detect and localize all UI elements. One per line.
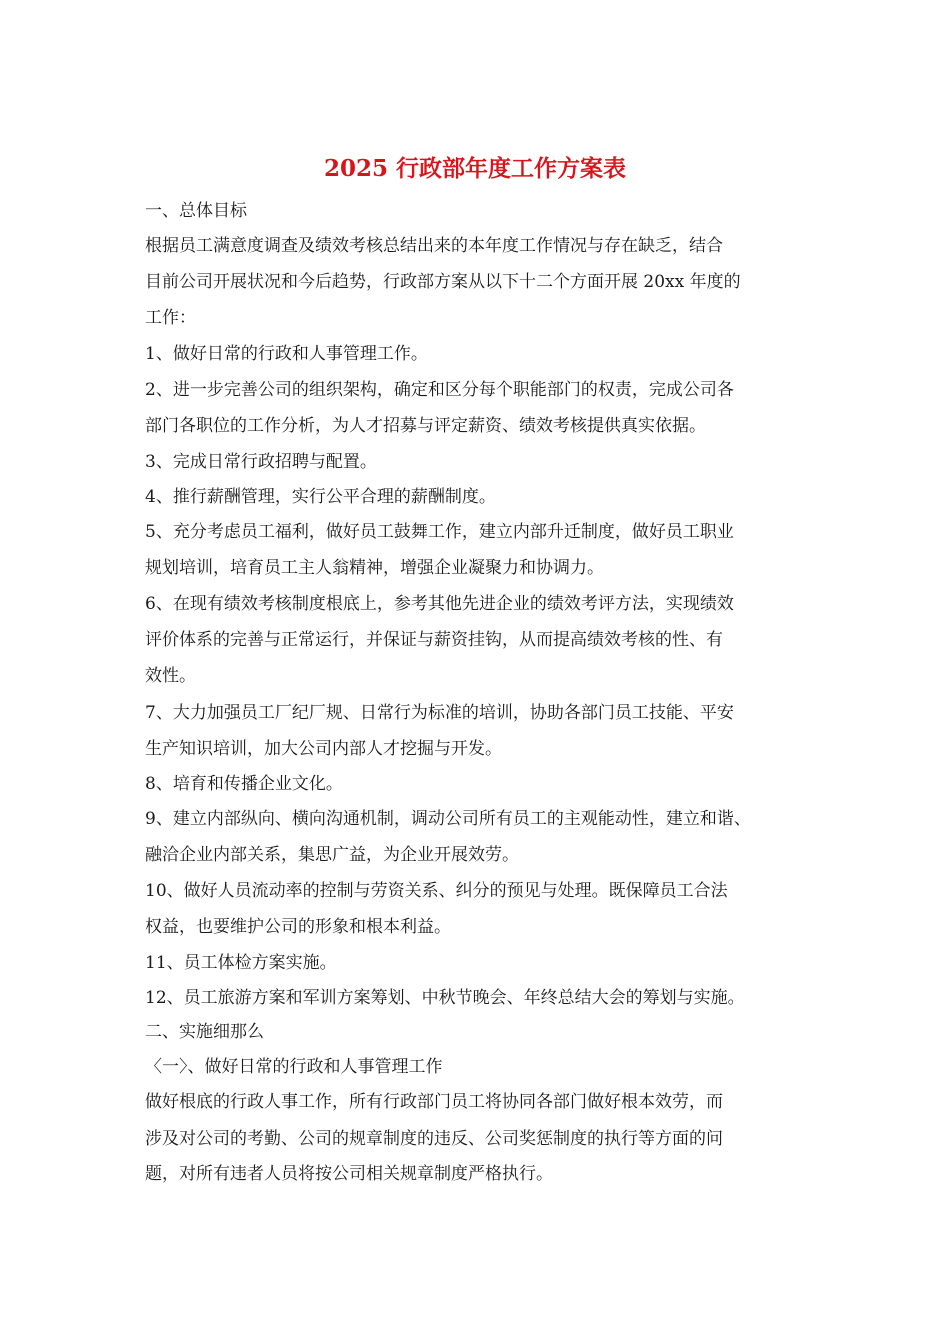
paragraph-line: 根据员工满意度调查及绩效考核总结出来的本年度工作情况与存在缺乏，结合 [145, 236, 723, 256]
list-item: 9、建立内部纵向、横向沟通机制，调动公司所有员工的主观能动性，建立和谐、 [145, 809, 751, 829]
section-heading-goals: 一、总体目标 [145, 201, 247, 221]
paragraph-line: 工作： [145, 308, 196, 328]
list-item: 10、做好人员流动率的控制与劳资关系、纠分的预见与处理。既保障员工合法 [145, 881, 728, 901]
list-item: 8、培育和传播企业文化。 [145, 774, 343, 794]
list-item: 11、员工体检方案实施。 [145, 953, 337, 973]
list-item: 7、大力加强员工厂纪厂规、日常行为标准的培训，协助各部门员工技能、平安 [145, 703, 734, 723]
subsection-heading: 〈一〉、做好日常的行政和人事管理工作 [145, 1057, 443, 1077]
list-item-continuation: 规划培训，培育员工主人翁精神，增强企业凝聚力和协调力。 [145, 558, 604, 578]
paragraph-line: 涉及对公司的考勤、公司的规章制度的违反、公司奖惩制度的执行等方面的问 [145, 1129, 723, 1149]
list-item: 1、做好日常的行政和人事管理工作。 [145, 344, 428, 364]
list-item: 5、充分考虑员工福利，做好员工鼓舞工作，建立内部升迁制度，做好员工职业 [145, 522, 734, 542]
list-item: 3、完成日常行政招聘与配置。 [145, 452, 377, 472]
paragraph-line: 做好根底的行政人事工作，所有行政部门员工将协同各部门做好根本效劳，而 [145, 1092, 723, 1112]
paragraph-line: 题，对所有违者人员将按公司相关规章制度严格执行。 [145, 1164, 553, 1184]
list-item-continuation: 评价体系的完善与正常运行，并保证与薪资挂钩，从而提高绩效考核的性、有 [145, 630, 723, 650]
document-title: 2025 行政部年度工作方案表 [323, 155, 627, 182]
list-item-continuation: 权益，也要维护公司的形象和根本利益。 [145, 917, 451, 937]
list-item: 4、推行薪酬管理，实行公平合理的薪酬制度。 [145, 487, 496, 507]
list-item: 6、在现有绩效考核制度根底上，参考其他先进企业的绩效考评方法，实现绩效 [145, 594, 734, 614]
list-item-continuation: 融洽企业内部关系，集思广益，为企业开展效劳。 [145, 845, 519, 865]
list-item-continuation: 效性。 [145, 666, 196, 686]
list-item: 12、员工旅游方案和军训方案筹划、中秋节晚会、年终总结大会的筹划与实施。 [145, 988, 745, 1008]
list-item: 2、进一步完善公司的组织架构，确定和区分每个职能部门的权责，完成公司各 [145, 380, 734, 400]
list-item-continuation: 生产知识培训，加大公司内部人才挖掘与开发。 [145, 739, 502, 759]
section-heading-implementation: 二、实施细那么 [145, 1022, 264, 1042]
list-item-continuation: 部门各职位的工作分析，为人才招募与评定薪资、绩效考核提供真实依据。 [145, 416, 706, 436]
paragraph-line: 目前公司开展状况和今后趋势，行政部方案从以下十二个方面开展 20xx 年度的 [145, 272, 741, 292]
